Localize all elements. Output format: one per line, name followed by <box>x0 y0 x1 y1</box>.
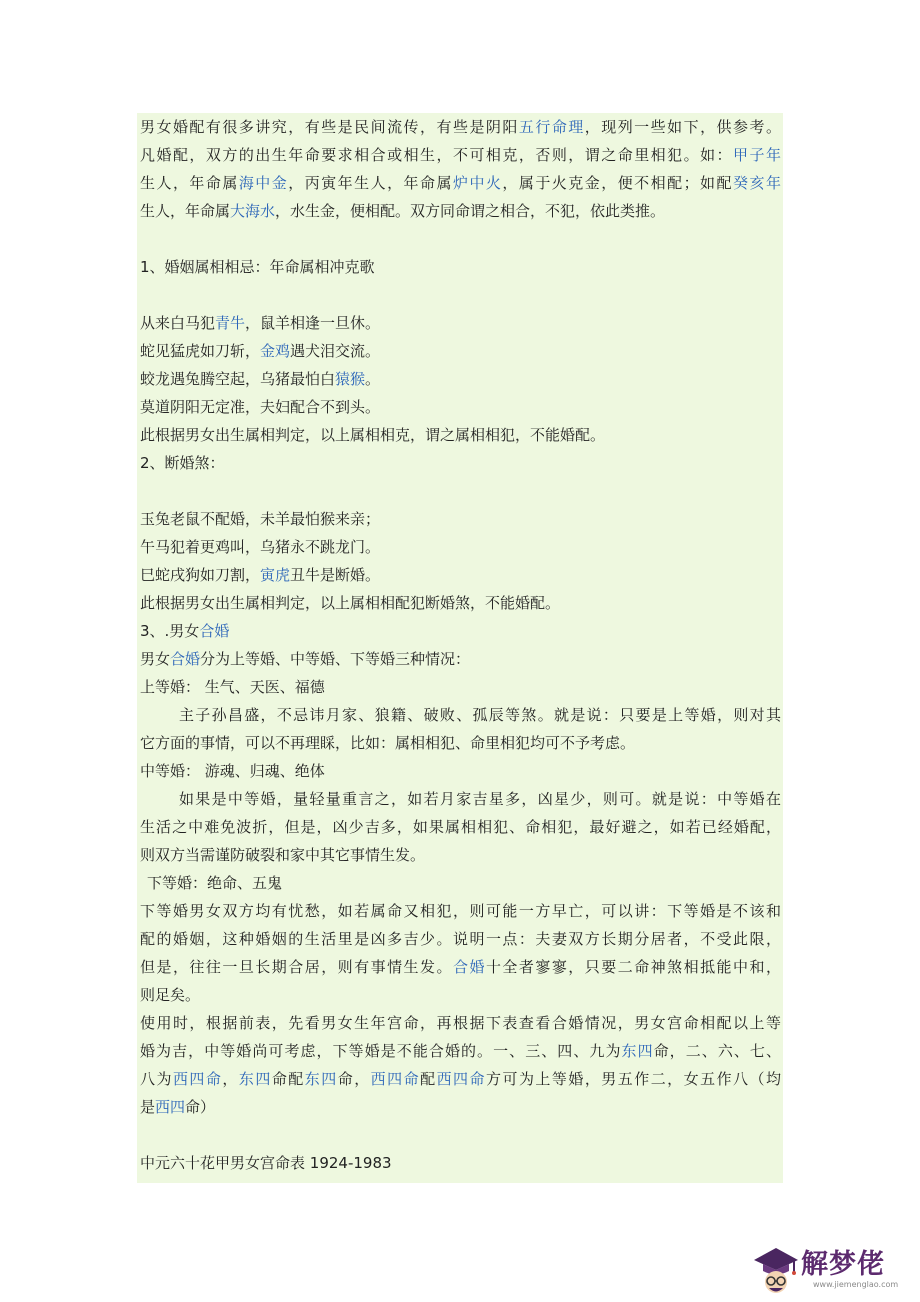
text-segment: 男女婚配有很多讲究，有些是民间流传，有些是阴阳 <box>140 118 519 136</box>
text-segment: 生人，年命属 <box>140 202 231 220</box>
text-segment: 则双方当需谨防破裂和家中其它事情生发。 <box>140 846 426 864</box>
keyword-link[interactable]: 海中金 <box>238 174 289 192</box>
text-line <box>137 953 783 981</box>
text-segment: 方可为上等婚，男五作二，女五作八（均 <box>486 1070 781 1088</box>
table-caption: 中元六十花甲男女宫命表 1924-1983 <box>140 1154 392 1172</box>
text-line <box>137 533 783 561</box>
text-segment: 此根据男女出生属相判定，以上属相相配犯断婚煞，不能婚配。 <box>140 594 561 612</box>
text-line <box>137 113 783 141</box>
text-line <box>137 1037 783 1065</box>
text-segment: 莫道阴阳无定准，夫妇配合不到头。 <box>140 398 381 416</box>
text-line <box>137 589 783 617</box>
text-segment: 配 <box>420 1070 437 1088</box>
keyword-link[interactable]: 东四 <box>621 1042 654 1060</box>
keyword-link[interactable]: 西四命 <box>370 1070 421 1088</box>
text-line <box>137 897 783 925</box>
text-line <box>137 701 783 729</box>
brand-name: 解梦佬 <box>801 1249 885 1280</box>
text-segment: 十全者寥寥，只要二命神煞相抵能中和， <box>485 958 781 976</box>
text-segment: 凡婚配，双方的出生年命要求相合或相生，不可相克，否则，谓之命里相犯。如： <box>140 146 734 164</box>
keyword-link[interactable]: 西四命 <box>172 1070 223 1088</box>
text-segment: 婚为吉，中等婚尚可考虑，下等婚是不能合婚的。一、三、四、九为 <box>140 1042 622 1060</box>
text-segment: ，属于火克金，便不相配；如配 <box>502 174 733 192</box>
text-segment: 是 <box>140 1098 156 1116</box>
text-segment: 生人，年命属 <box>140 174 239 192</box>
text-segment: ， <box>222 1070 239 1088</box>
keyword-link[interactable]: 西四命 <box>436 1070 486 1088</box>
text-segment: 丑牛是断婚。 <box>290 566 381 584</box>
text-line <box>137 1065 783 1093</box>
section-heading-1: 1、婚姻属相相忌：年命属相冲克歌 <box>140 258 375 276</box>
text-line <box>137 169 783 197</box>
text-line <box>137 141 783 169</box>
text-line <box>137 925 783 953</box>
keyword-link[interactable]: 东四 <box>238 1070 272 1088</box>
text-segment: 从来白马犯 <box>140 314 216 332</box>
text-segment: ，鼠羊相逢一旦休。 <box>245 314 381 332</box>
text-segment: 3、.男女 <box>140 622 200 640</box>
text-segment: 它方面的事情，可以不再理睬，比如：属相相犯、命里相犯均可不予考虑。 <box>140 734 636 752</box>
keyword-link[interactable]: 合婚 <box>452 958 486 976</box>
text-line <box>137 1093 783 1121</box>
keyword-link[interactable]: 癸亥年 <box>733 174 781 192</box>
text-line <box>137 1009 783 1037</box>
poem-2 <box>137 505 783 617</box>
text-segment: 巳蛇戌狗如刀割， <box>140 566 261 584</box>
section-heading-3 <box>137 617 783 645</box>
keyword-link[interactable]: 炉中火 <box>452 174 503 192</box>
text-line <box>137 785 783 813</box>
text-segment: ，丙寅年生人，年命属 <box>288 174 453 192</box>
text-segment: 命配 <box>271 1070 305 1088</box>
article-body <box>137 113 783 1183</box>
text-segment: 命， <box>337 1070 371 1088</box>
upper-marriage-title: 上等婚： 生气、天医、福德 <box>140 678 325 696</box>
keyword-link[interactable]: 五行命理 <box>518 118 585 136</box>
keyword-link[interactable]: 猿猴 <box>335 370 366 388</box>
text-segment: 男女 <box>140 650 171 668</box>
text-segment: 但是，往往一旦长期合居，则有事情生发。 <box>140 958 453 976</box>
middle-marriage-title: 中等婚： 游魂、归魂、绝体 <box>140 762 325 780</box>
text-segment: ，现列一些如下，供参考。 <box>584 118 781 136</box>
text-segment: 八为 <box>140 1070 173 1088</box>
text-line <box>137 309 783 337</box>
text-segment: 下等婚男女双方均有忧愁，如若属命又相犯，则可能一方早亡，可以讲：下等婚是不该和 <box>140 902 781 920</box>
text-line <box>137 505 783 533</box>
text-segment: 蛇见猛虎如刀斩， <box>140 342 261 360</box>
text-line <box>137 365 783 393</box>
text-segment: 。 <box>365 370 381 388</box>
text-line <box>137 393 783 421</box>
watermark <box>750 1240 910 1296</box>
keyword-link[interactable]: 金鸡 <box>260 342 291 360</box>
text-segment: 使用时，根据前表，先看男女生年宫命，再根据下表查看合婚情况，男女宫命相配以上等 <box>140 1014 781 1032</box>
keyword-link[interactable]: 合婚 <box>170 650 201 668</box>
text-segment: 遇犬泪交流。 <box>290 342 381 360</box>
text-line <box>137 981 783 1009</box>
text-line <box>137 197 783 225</box>
keyword-link[interactable]: 青牛 <box>215 314 246 332</box>
mascot-logo-icon <box>750 1240 802 1296</box>
text-line <box>137 561 783 589</box>
text-segment: ，水生金，便相配。双方同命谓之相合，不犯，依此类推。 <box>275 202 666 220</box>
text-segment: 则足矣。 <box>140 986 201 1004</box>
text-segment: 如果是中等婚，量轻量重言之，如若月家吉星多，凶星少，则可。就是说：中等婚在 <box>179 790 781 808</box>
text-segment: 玉兔老鼠不配婚，未羊最怕猴来亲； <box>140 510 381 528</box>
text-segment: 生活之中难免波折，但是，凶少吉多，如果属相相犯、命相犯，最好避之，如若已经婚配， <box>140 818 781 836</box>
paragraph-intro <box>137 113 783 225</box>
text-segment: 主子孙昌盛，不忌讳月家、狼籍、破败、孤辰等煞。就是说：只要是上等婚，则对其 <box>179 706 781 724</box>
text-line <box>137 645 783 673</box>
keyword-link[interactable]: 寅虎 <box>260 566 291 584</box>
text-segment: 命，二、六、七、 <box>653 1042 781 1060</box>
text-line <box>137 729 783 757</box>
keyword-link[interactable]: 大海水 <box>230 202 276 220</box>
text-segment: 配的婚姻，这种婚姻的生活里是凶多吉少。说明一点：夫妻双方长期分居者，不受此限， <box>140 930 781 948</box>
section-heading-2: 2、断婚煞： <box>140 454 225 472</box>
keyword-link[interactable]: 西四 <box>155 1098 186 1116</box>
keyword-link[interactable]: 甲子年 <box>733 146 781 164</box>
brand-url: www.jiemenglao.com <box>813 1280 899 1289</box>
text-segment: 分为上等婚、中等婚、下等婚三种情况： <box>200 650 471 668</box>
text-segment: 蛟龙遇兔腾空起，乌猪最怕白 <box>140 370 336 388</box>
text-line <box>137 813 783 841</box>
text-line <box>137 337 783 365</box>
text-segment: 此根据男女出生属相判定，以上属相相克，谓之属相相犯，不能婚配。 <box>140 426 606 444</box>
text-segment: 命） <box>185 1098 216 1116</box>
keyword-link[interactable]: 合婚 <box>199 622 230 640</box>
keyword-link[interactable]: 东四 <box>304 1070 338 1088</box>
text-line <box>137 841 783 869</box>
poem-1 <box>137 309 783 449</box>
lower-marriage-title: 下等婚：绝命、五鬼 <box>147 874 283 892</box>
text-line <box>137 421 783 449</box>
text-segment: 午马犯着更鸡叫，乌猪永不跳龙门。 <box>140 538 381 556</box>
